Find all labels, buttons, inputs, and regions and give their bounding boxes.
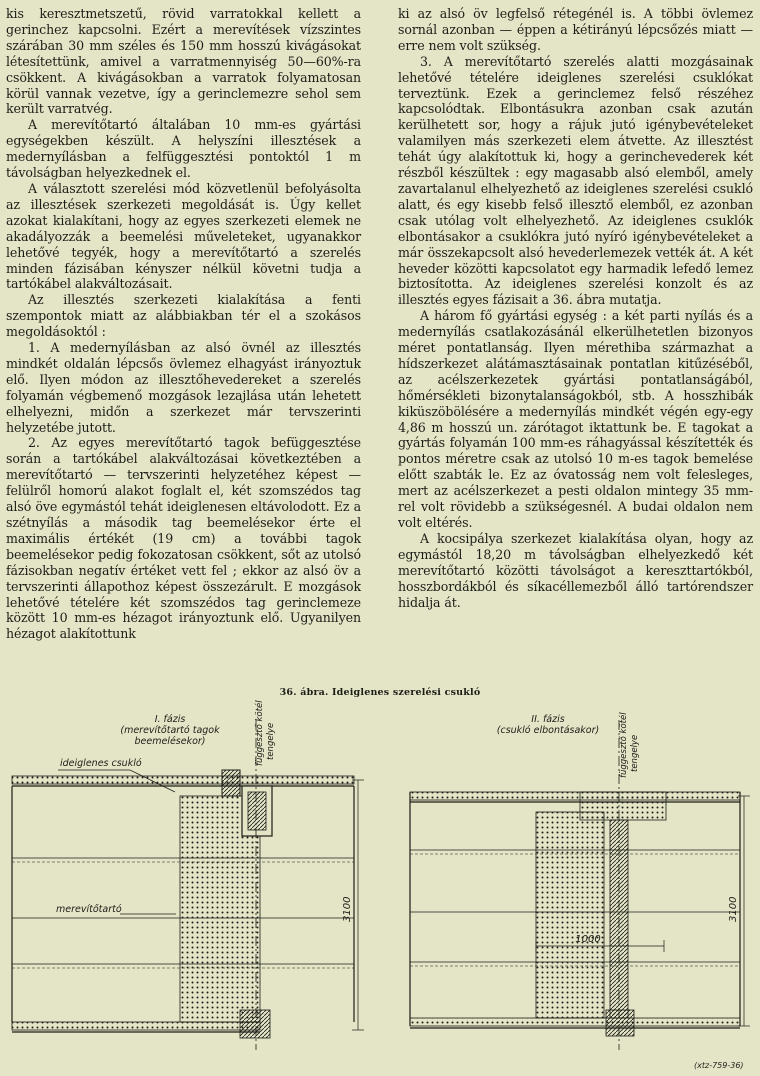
dimension-label: 3100 bbox=[342, 896, 353, 922]
girder-label: merevítőtartó bbox=[56, 904, 122, 915]
paragraph: A kocsipálya szerkezet kialakítása olyan, hogy az egymástól 18,20 m távolságban elhelyezkedő két merevítőtartó közötti távolságot a kereszttartókból, hosszbordákból és síkacéllemezből álló tartórendszer hidalja át. bbox=[398, 530, 753, 610]
paragraph: A választott szerelési mód közvetlenül befolyásolta az illesztések szerkezeti megoldását is. Úgy kellet azokat kialakítani, hogy az egyes szerkezeti elemek ne akadályozzák a beemelési műveleteket, ugyanakkor lehetővé tegyék, hogy a merevítőtartó a szerelés minden fázisában kényszer nélkül követni tudja a tartókábel alakváltozásait. bbox=[6, 180, 361, 292]
gap-dimension-label: 1000 bbox=[575, 934, 601, 945]
hinge-figure bbox=[0, 700, 760, 1076]
figure-code: (xtz-759-36) bbox=[694, 1061, 744, 1070]
figure-caption: 36. ábra. Ideiglenes szerelési csukló bbox=[279, 687, 481, 698]
rope-axis-label: tengelye bbox=[266, 722, 276, 760]
paragraph: ki az alsó öv legfelső rétegénél is. A többi övlemez sornál azonban — éppen a kétirányú lépcsőzés miatt — erre nem volt szükség. bbox=[398, 6, 753, 53]
paragraph: Az illesztés szerkezeti kialakítása a fenti szempontok miatt az alábbiakban tér el a szokásos megoldásoktól : bbox=[6, 292, 361, 340]
rope-axis-label: tengelye bbox=[630, 734, 640, 772]
phase1-title: I. fázis bbox=[154, 714, 186, 725]
phase2-subtitle: (csukló elbontásakor) bbox=[496, 725, 600, 736]
paragraph: A merevítőtartó általában 10 mm-es gyártási egységekben készült. A helyszíni illesztések a medernyílásban a felfüggesztési pontoktól 1 m távolságban helyezkednek el. bbox=[6, 117, 361, 181]
paragraph: 2. Az egyes merevítőtartó tagok befüggesztése során a tartókábel alakváltozásai következtében a merevítőtartó — tervszerinti helyzetéhez képest — felülről homorú alakot foglalt el, két szomszédos tag alsó öve egymástól tehát ideiglenesen eltávolodott. Ez a szétnyílás a második tag beemelésekor érte el maximális értékét (19 cm) a további tagok beemelésekor pedig fokozatosan csökkent, sőt az utolsó fázisokban negatív értéket vett fel ; ekkor az alsó öv a tervszerinti állapothoz képest összezárult. E mozgások lehetővé tételére két szomszédos tag gerinclemeze között 10 mm-es hézagot irányoztunk elő. Ugyanilyen hézagot alakítottunk bbox=[6, 435, 361, 642]
paragraph: 1. A medernyílásban az alsó övnél az illesztés mindkét oldalán lépcsős övlemez elhagyást irányoztuk elő. Ilyen módon az illesztőhevedereket a szerelés folyamán végbemenő mozgások lezajlása után lehetett elhelyezni, midőn a szerkezet már tervszerinti helyzetébe jutott. bbox=[6, 340, 361, 435]
phase1-subtitle: beemelésekor) bbox=[134, 736, 206, 747]
left-text-column bbox=[6, 6, 361, 642]
dimension-label: 3100 bbox=[728, 896, 739, 922]
paragraph: kis keresztmetszetű, rövid varratokkal kellett a gerinchez kapcsolni. Ezért a merevítések vízszintes szárában 30 mm széles és 150 mm hosszú kivágásokat létesítettünk, amivel a varratmennyiség 50—60%-ra csökkent. A kivágásokban a varratok folyamatosan körül vannak vezetve, így a gerinclemezre sehol sem került varratvég. bbox=[6, 6, 361, 117]
phase1-subtitle: (merevítőtartó tagok bbox=[120, 725, 220, 736]
rope-axis-label: függesztő kötél bbox=[619, 712, 629, 778]
phase2-title: II. fázis bbox=[531, 714, 565, 725]
phase2-drawing bbox=[410, 720, 750, 1050]
phase1-drawing bbox=[12, 720, 364, 1050]
rope-axis-label: függesztő kötél bbox=[255, 700, 265, 766]
hinge-label: ideiglenes csukló bbox=[60, 758, 142, 769]
right-text-column bbox=[398, 6, 753, 610]
paragraph: A három fő gyártási egység : a két parti nyílás és a medernyílás csatlakozásánál elkerülhetetlen bizonyos méret pontatlanság. Ilyen mérethiba származhat a hídszerkezet alátámasztásainak pontatlan kitűzéséből, az acélszerkezetek gyártási pontatlanságából, hőmérsékleti bizonytalanságokból, stb. A hosszhibák kiküszöbölésére a medernyílás mindkét végén egy-egy 4,86 m hosszú un. zárótagot iktattunk be. E tagokat a gyártás folyamán 100 mm-es ráhagyással készítették és pontos méretre csak az utolsó 10 m-es tagok bemelése előtt szabták le. Ez az óvatosság nem volt felesleges, mert az acélszerkezet a pesti oldalon mintegy 35 mm-rel volt rövidebb a szükségesnél. A budai oldalon nem volt eltérés. bbox=[398, 308, 753, 530]
paragraph: 3. A merevítőtartó szerelés alatti mozgásainak lehetővé tételére ideiglenes szerelési csuklókat terveztünk. Ezek a gerinclemez felső részéhez kapcsolódtak. Elbontásukra azonban csak azután kerülhetett sor, hogy a rájuk jutó igénybevételeket valamilyen más szerkezeti elem átvette. Az illesztést tehát úgy alakítottuk ki, hogy a gerinchevederek két részből készültek : egy magasabb alsó elemből, amely zavartalanul elhelyezhető az ideiglenes szerelési csukló alatt, és egy kisebb felső illesztő elemből, ez azonban csak utólag volt elhelyezhető. Az ideiglenes csuklók elbontásakor a csuklókra jutó nyíró igénybevételeket a már összekapcsolt alsó hevederlemezek vették át. A két heveder közötti kapcsolatot egy harmadik lefedő lemez biztosította. Az ideiglenes szerelési konzolt és az illesztés egyes fázisait a 36. ábra mutatja. bbox=[398, 53, 753, 308]
